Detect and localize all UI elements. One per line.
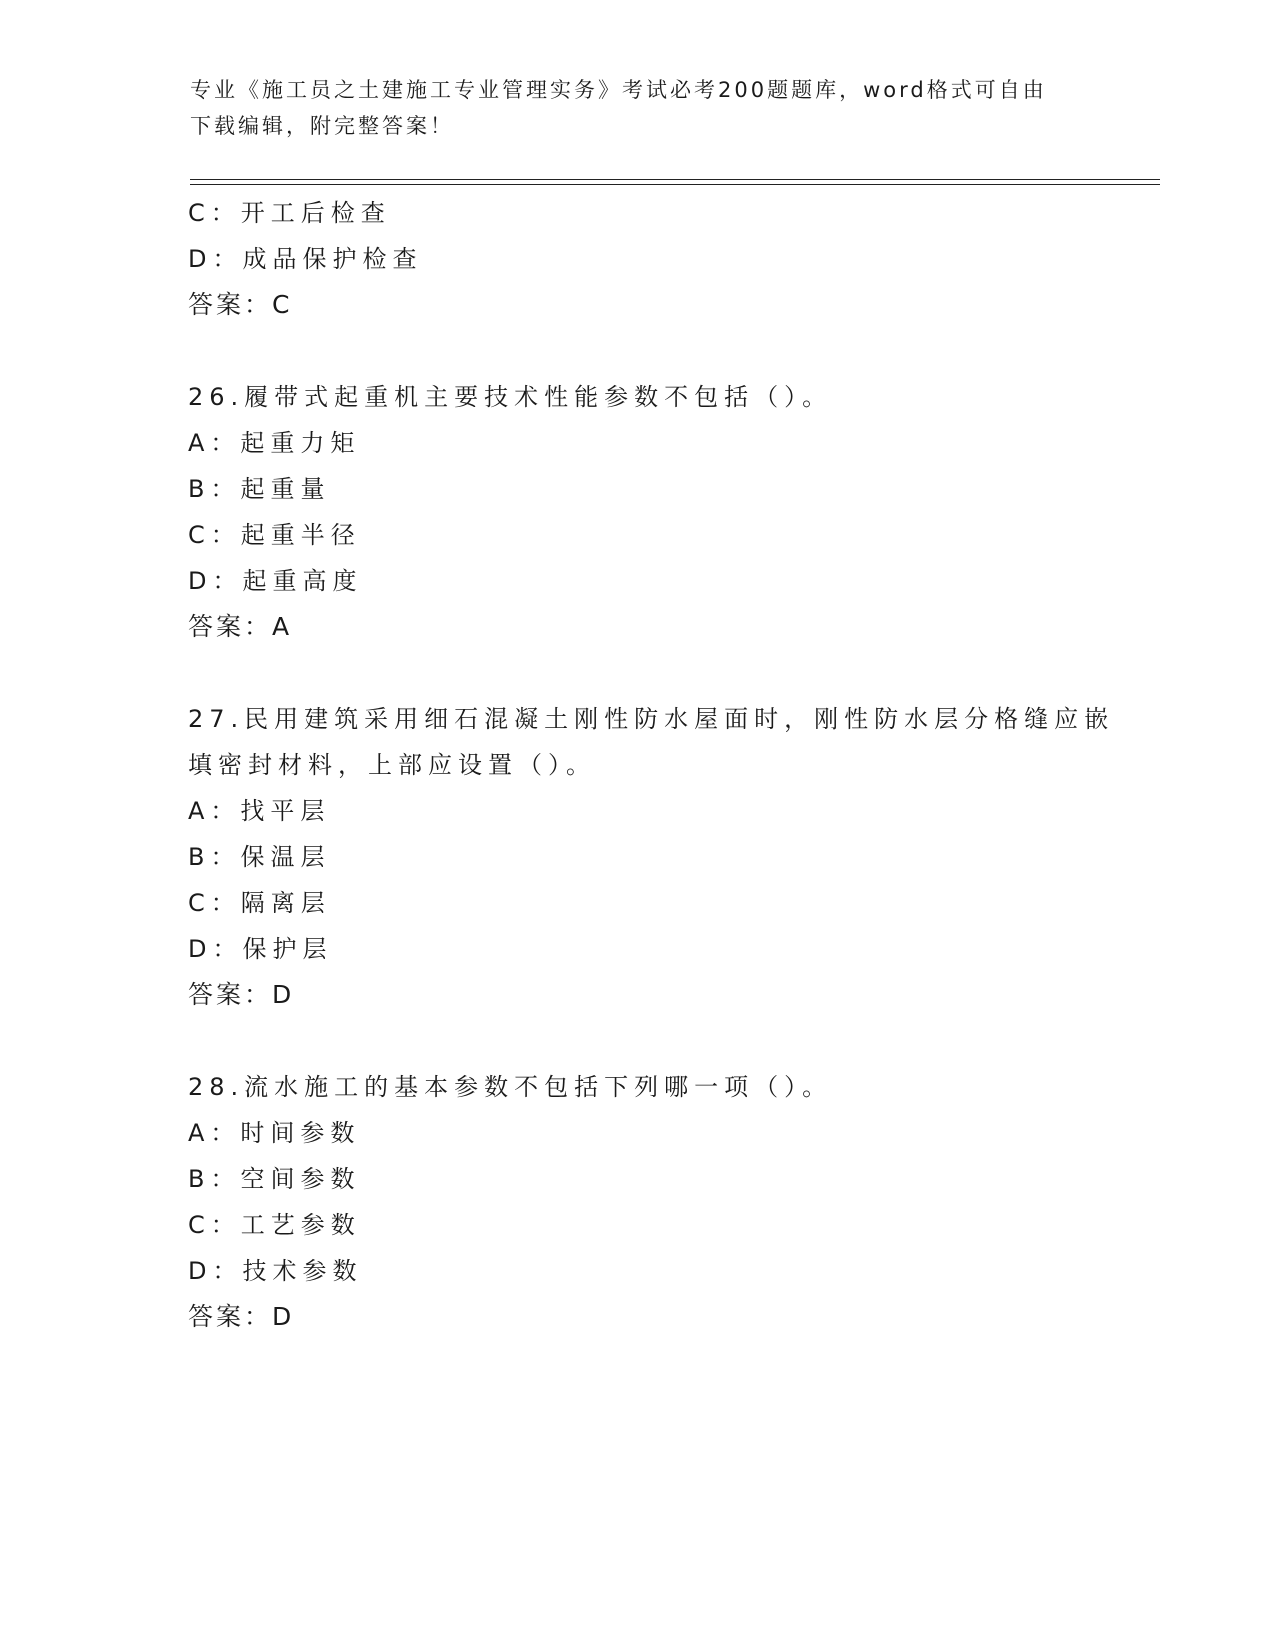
option-d: D：保护层 — [188, 935, 333, 963]
header-title-line-2: 下载编辑，附完整答案！ — [190, 114, 454, 138]
question-block-28 — [188, 1064, 1088, 1340]
question-block-26 — [188, 374, 1088, 650]
option-d: D：技术参数 — [188, 1257, 363, 1285]
question-text-line-1: 27.民用建筑采用细石混凝土刚性防水屋面时，刚性防水层分格缝应嵌 — [188, 705, 1115, 733]
header-title-line-1: 专业《施工员之土建施工专业管理实务》考试必考200题题库，word格式可自由 — [190, 78, 1047, 102]
question-text-line-2: 填密封材料，上部应设置（）。 — [188, 751, 596, 779]
header-divider-bottom — [190, 184, 1160, 185]
option-d: D：成品保护检查 — [188, 245, 423, 273]
question-block-prev — [188, 190, 1088, 328]
answer-line: 答案：C — [188, 290, 293, 319]
option-b: B：起重量 — [188, 475, 331, 503]
option-a: A：起重力矩 — [188, 429, 361, 457]
question-list — [188, 190, 1115, 1340]
question-text: 28.流水施工的基本参数不包括下列哪一项（）。 — [188, 1073, 833, 1101]
option-a: A：时间参数 — [188, 1119, 361, 1147]
answer-line: 答案：D — [188, 1302, 295, 1331]
answer-line: 答案：A — [188, 612, 293, 641]
option-b: B：空间参数 — [188, 1165, 361, 1193]
question-block-27 — [188, 696, 1115, 1018]
question-text: 26.履带式起重机主要技术性能参数不包括（）。 — [188, 383, 833, 411]
header-divider-top — [190, 179, 1160, 180]
option-c: C：起重半径 — [188, 521, 361, 549]
option-c: C：开工后检查 — [188, 199, 391, 227]
document-header — [190, 72, 1090, 144]
option-d: D：起重高度 — [188, 567, 363, 595]
option-c: C：隔离层 — [188, 889, 331, 917]
option-c: C：工艺参数 — [188, 1211, 361, 1239]
spacer — [188, 1018, 1088, 1064]
option-b: B：保温层 — [188, 843, 331, 871]
spacer — [188, 328, 1088, 374]
option-a: A：找平层 — [188, 797, 331, 825]
answer-line: 答案：D — [188, 980, 295, 1009]
spacer — [188, 650, 1088, 696]
